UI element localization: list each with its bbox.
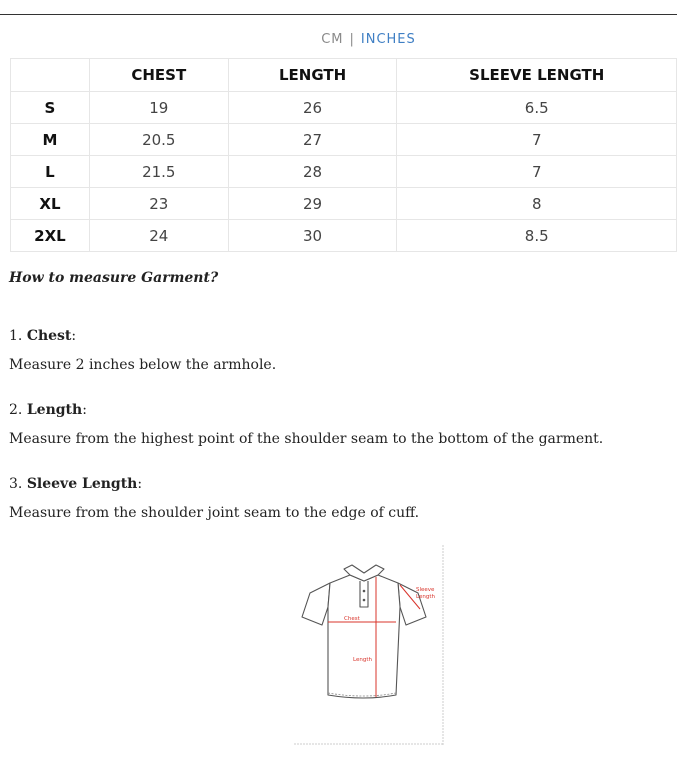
step-description: Measure 2 inches below the armhole. <box>9 357 277 373</box>
chest-cell: 23 <box>89 188 228 220</box>
sleeve-cell: 8 <box>397 188 677 220</box>
shirt-measurement-diagram <box>292 545 446 747</box>
top-divider <box>0 14 677 15</box>
sleeve-diagram-label-line1: Sleeve <box>416 587 435 593</box>
step-number: 1. <box>9 328 23 344</box>
size-cell: M <box>11 124 90 156</box>
button-icon <box>363 599 366 602</box>
step-sleeve-length: 3. Sleeve Length: Measure from the shoulder joint seam to the edge of cuff. <box>9 476 669 521</box>
guide-title: How to measure Garment? <box>9 270 219 286</box>
measure-guide <box>9 270 669 521</box>
sleeve-cell: 6.5 <box>397 92 677 124</box>
chest-diagram-label: Chest <box>344 616 360 622</box>
size-cell: XL <box>11 188 90 220</box>
button-icon <box>363 590 366 593</box>
step-number: 2. <box>9 402 23 418</box>
step-description: Measure from the highest point of the shoulder seam to the bottom of the garment. <box>9 431 604 447</box>
length-cell: 30 <box>228 220 397 252</box>
length-cell: 26 <box>228 92 397 124</box>
header-chest: CHEST <box>89 59 228 92</box>
shirt-body <box>328 575 400 698</box>
header-sleeve-length: SLEEVE LENGTH <box>397 59 677 92</box>
step-name: Sleeve Length <box>26 476 138 492</box>
table-row <box>11 188 677 220</box>
unit-toggle <box>0 32 677 47</box>
sleeve-cell: 7 <box>397 124 677 156</box>
table-row <box>11 156 677 188</box>
unit-cm-button[interactable]: CM <box>321 32 344 47</box>
step-length: 2. Length: Measure from the highest point of the shoulder seam to the bottom of the garment. <box>9 402 669 447</box>
chest-cell: 24 <box>89 220 228 252</box>
table-row <box>11 92 677 124</box>
left-sleeve <box>302 583 330 625</box>
step-name: Length <box>26 402 83 418</box>
step-description: Measure from the shoulder joint seam to the edge of cuff. <box>9 505 420 521</box>
chest-cell: 19 <box>89 92 228 124</box>
sleeve-cell: 8.5 <box>397 220 677 252</box>
step-name: Chest <box>26 328 72 344</box>
step-number: 3. <box>9 476 23 492</box>
size-cell: S <box>11 92 90 124</box>
polo-shirt-icon <box>302 565 426 698</box>
length-cell: 29 <box>228 188 397 220</box>
table-header-row <box>11 59 677 92</box>
unit-separator: | <box>349 32 355 47</box>
table-row <box>11 124 677 156</box>
length-cell: 28 <box>228 156 397 188</box>
sleeve-cell: 7 <box>397 156 677 188</box>
length-cell: 27 <box>228 124 397 156</box>
step-chest: 1. Chest: Measure 2 inches below the armhole. <box>9 328 669 373</box>
size-cell: 2XL <box>11 220 90 252</box>
sleeve-diagram-label-line2: Length <box>416 594 435 600</box>
size-cell: L <box>11 156 90 188</box>
header-size <box>11 59 90 92</box>
length-diagram-label: Length <box>353 657 372 663</box>
header-length: LENGTH <box>228 59 397 92</box>
unit-inches-button[interactable]: INCHES <box>360 32 416 47</box>
chest-cell: 21.5 <box>89 156 228 188</box>
chest-cell: 20.5 <box>89 124 228 156</box>
size-chart-table <box>10 58 677 252</box>
table-row <box>11 220 677 252</box>
